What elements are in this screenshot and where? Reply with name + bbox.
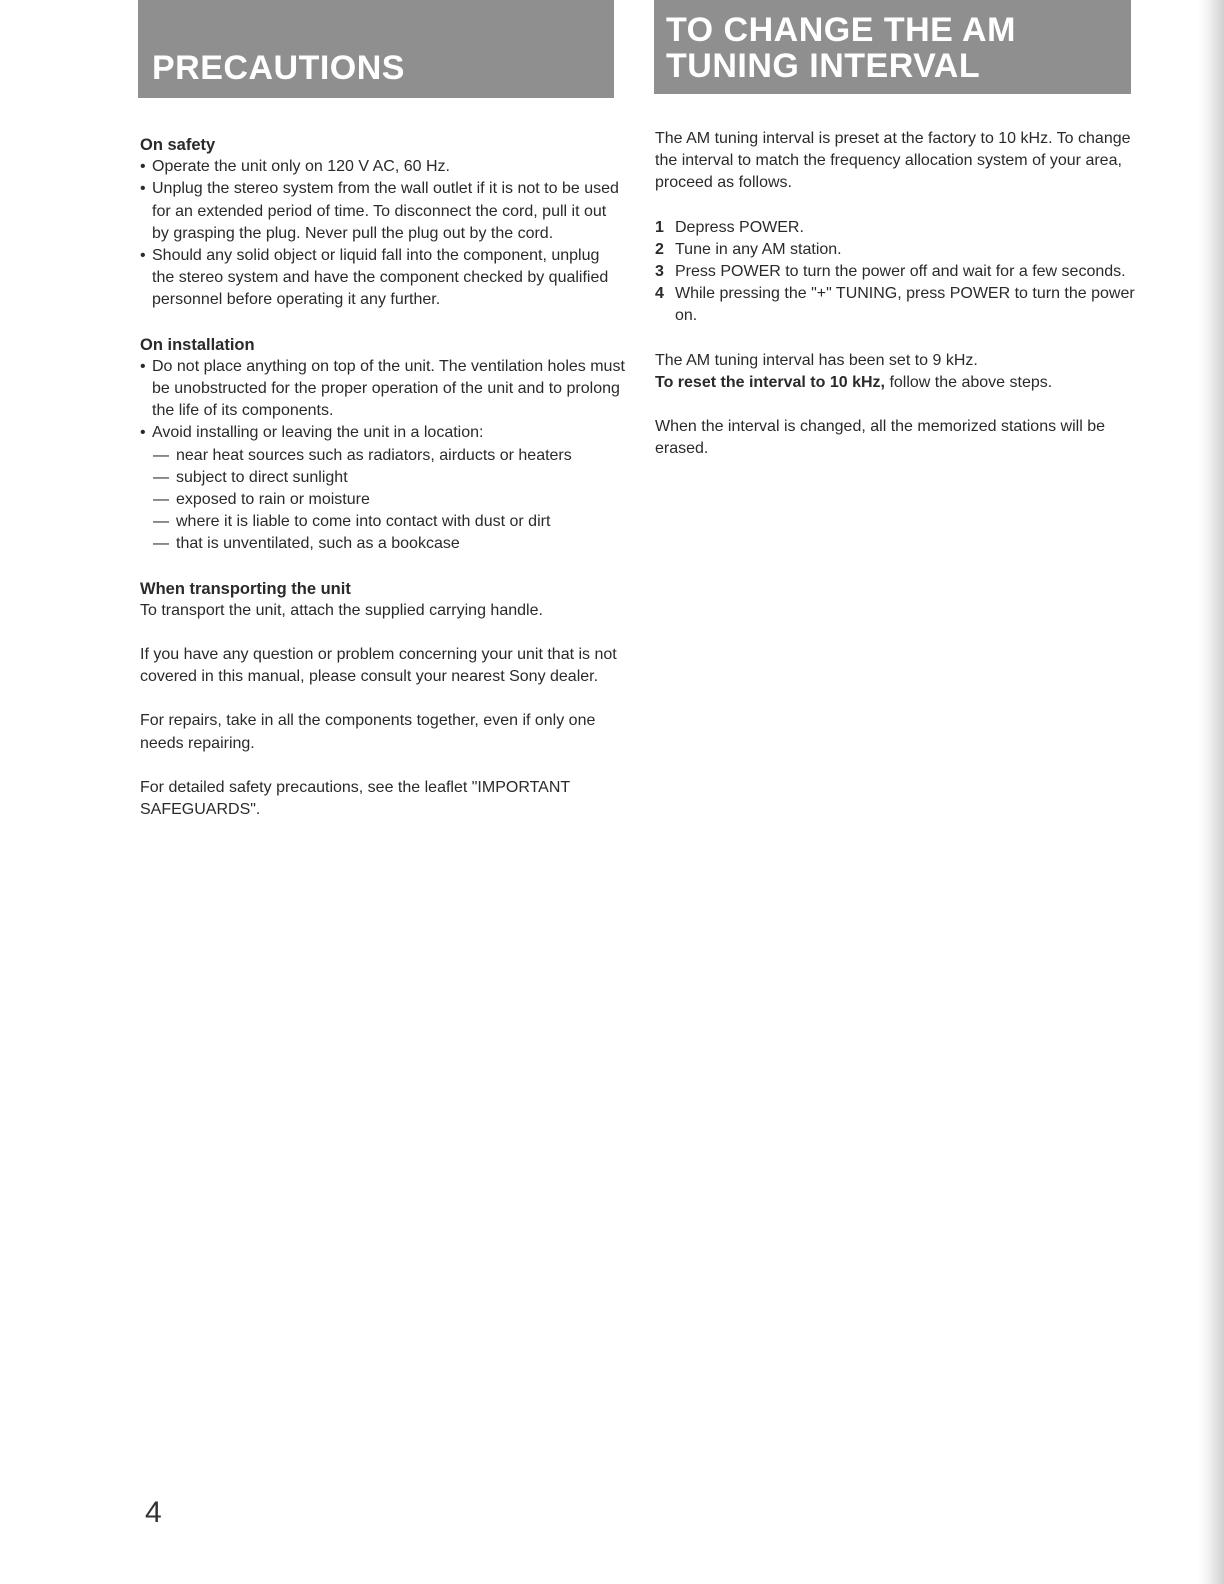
safety-heading: On safety <box>140 136 216 154</box>
location-item: — subject to direct sunlight <box>140 467 625 489</box>
am-reset <box>655 372 1135 394</box>
step-text: Tune in any AM station. <box>675 240 842 258</box>
location-item: — exposed to rain or moisture <box>140 489 625 511</box>
am-intro: The AM tuning interval is preset at the factory to 10 kHz. To change the interval to match the frequency allocation system of your area, proceed as follows. <box>655 130 1131 192</box>
location-item: — that is unventilated, such as a bookcase <box>140 533 625 555</box>
location-item: — where it is liable to come into contact with dust or dirt <box>140 511 625 533</box>
installation-item: • Avoid installing or leaving the unit in a location: <box>140 422 625 444</box>
am-title-line-2: TUNING INTERVAL <box>666 47 981 85</box>
precautions-banner <box>138 0 614 98</box>
installation-heading: On installation <box>140 335 255 354</box>
am-result: The AM tuning interval has been set to 9 kHz. <box>655 351 978 369</box>
step-text: Depress POWER. <box>675 218 804 236</box>
location-item: — near heat sources such as radiators, airducts or heaters <box>140 445 625 467</box>
am-interval-column <box>655 128 1135 460</box>
safety-item: • Should any solid object or liquid fall into the component, unplug the stereo system and have the component checked by qualified personnel before operating it any further. <box>140 245 625 312</box>
safeguards-paragraph: For detailed safety precautions, see the leaflet "IMPORTANT SAFEGUARDS". <box>140 778 570 819</box>
step-text: While pressing the "+" TUNING, press POWER to turn the power on. <box>675 285 1135 325</box>
am-reset-rest: follow the above steps. <box>885 373 1053 391</box>
am-title-line-1: TO CHANGE THE AM <box>666 11 1016 49</box>
dealer-paragraph: If you have any question or problem concerning your unit that is not covered in this manual, please consult your nearest Sony dealer. <box>140 646 617 686</box>
am-step <box>655 239 1135 261</box>
am-note: When the interval is changed, all the memorized stations will be erased. <box>655 418 1105 458</box>
am-step <box>655 217 1135 239</box>
precautions-title: PRECAUTIONS <box>152 49 405 87</box>
repairs-paragraph: For repairs, take in all the components together, even if only one needs repairing. <box>140 712 596 752</box>
transport-text: To transport the unit, attach the supplied carrying handle. <box>140 601 543 619</box>
am-interval-banner <box>654 0 1131 94</box>
page-number: 4 <box>145 1496 162 1529</box>
precautions-column <box>140 134 625 821</box>
am-step <box>655 261 1135 283</box>
am-reset-bold: To reset the interval to 10 kHz, <box>655 373 885 391</box>
step-number: 1 <box>655 218 664 236</box>
safety-item: • Operate the unit only on 120 V AC, 60 Hz. <box>140 156 625 178</box>
step-text: Press POWER to turn the power off and wait for a few seconds. <box>675 263 1126 281</box>
installation-item: • Do not place anything on top of the unit. The ventilation holes must be unobstructed for the proper operation of the unit and to prolong the life of its components. <box>140 356 625 423</box>
page-edge-shadow <box>1198 0 1224 1584</box>
step-number: 2 <box>655 240 664 258</box>
step-number: 4 <box>655 285 664 303</box>
am-step <box>655 283 1135 327</box>
step-number: 3 <box>655 263 664 281</box>
transport-heading: When transporting the unit <box>140 579 351 598</box>
safety-item: • Unplug the stereo system from the wall outlet if it is not to be used for an extended period of time. To disconnect the cord, pull it out by grasping the plug. Never pull the plug out by the cord. <box>140 178 625 245</box>
am-steps <box>655 217 1135 328</box>
